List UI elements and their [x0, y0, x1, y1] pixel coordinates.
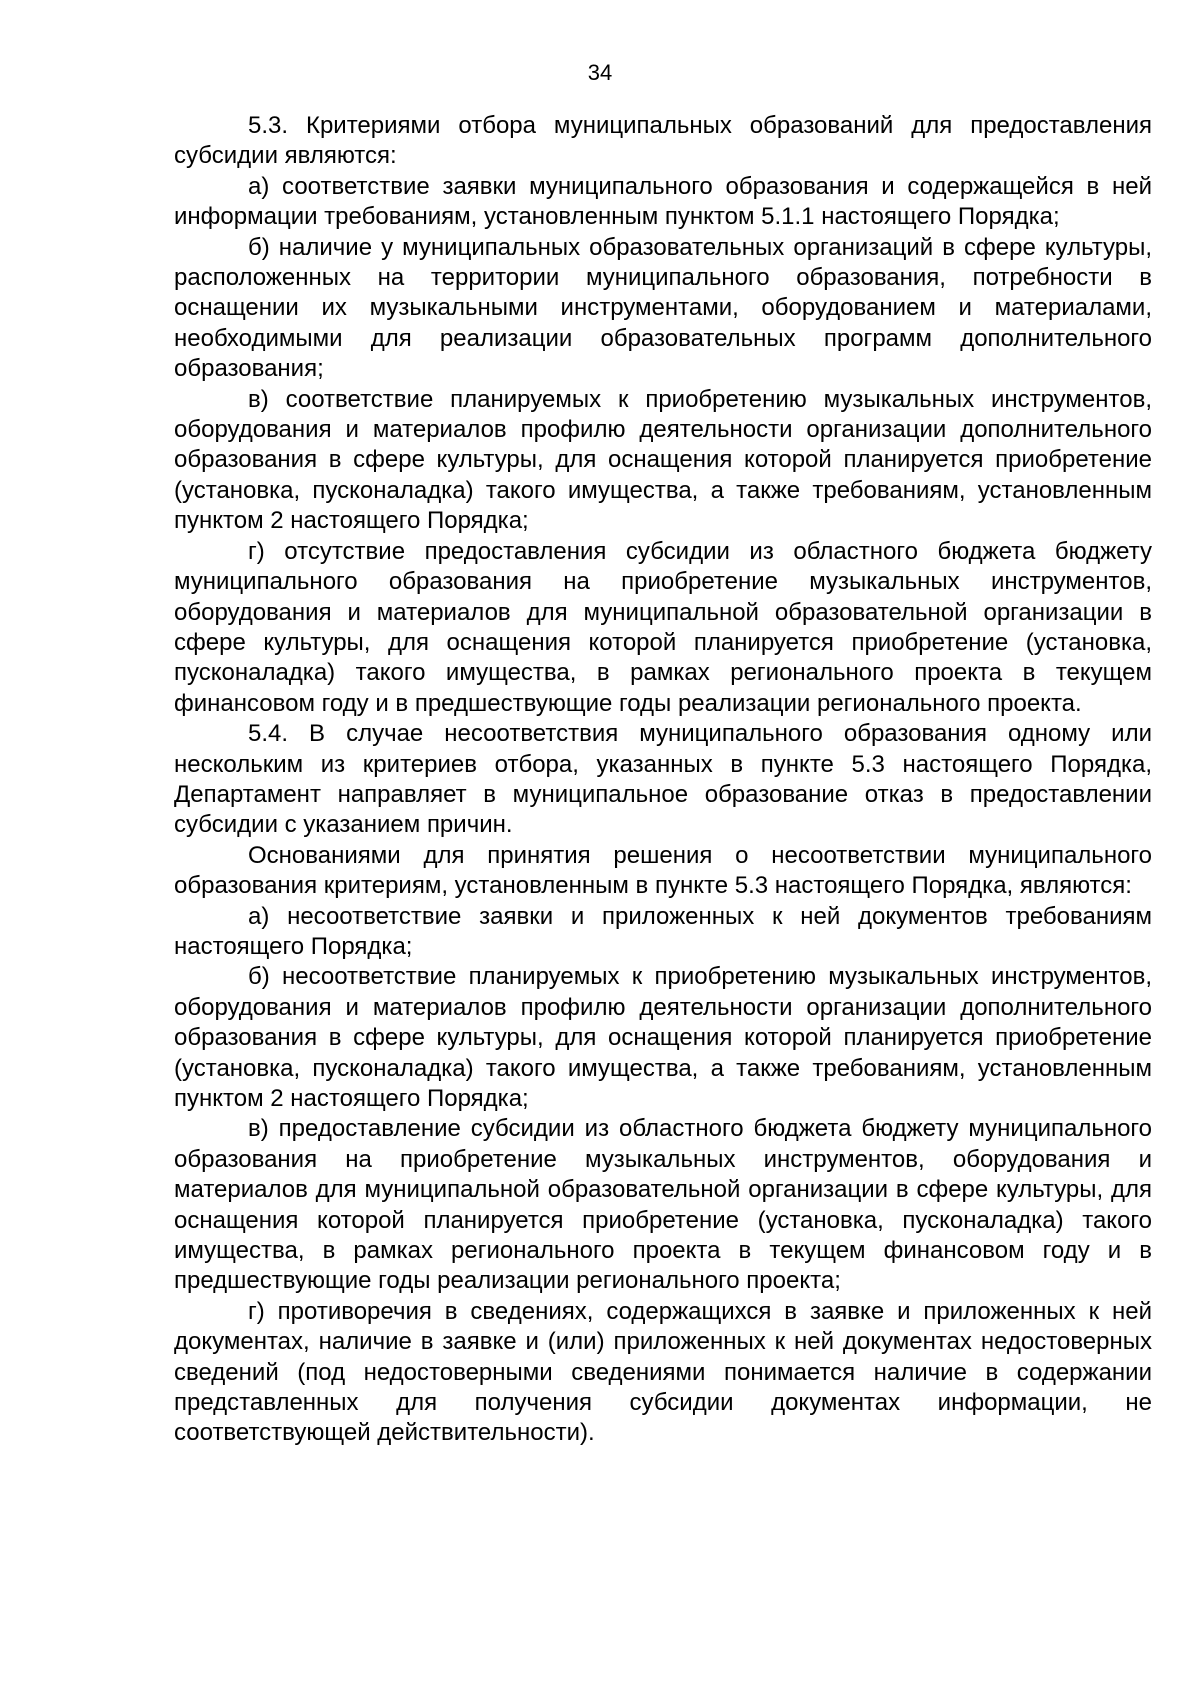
document-body	[174, 111, 1152, 1449]
paragraph-5-3-v: в) соответствие планируемых к приобретению музыкальных инструментов, оборудования и материалов профилю деятельности организации дополнительного образования в сфере культуры, для оснащения которой планируется приобретение (установка, пусконаладка) такого имущества, а также требованиям, установленным пунктом 2 настоящего Порядка;	[174, 385, 1152, 535]
paragraph-5-3-g: г) отсутствие предоставления субсидии из областного бюджета бюджету муниципального образования на приобретение музыкальных инструментов, оборудования и материалов для муниципальной образовательной организации в сфере культуры, для оснащения которой планируется приобретение (установка, пусконаладка) такого имущества, в рамках регионального проекта в текущем финансовом году и в предшествующие годы реализации регионального проекта.	[174, 537, 1152, 717]
paragraph-grounds-v: в) предоставление субсидии из областного бюджета бюджету муниципального образования на приобретение музыкальных инструментов, оборудования и материалов для муниципальной образовательной организации в сфере культуры, для оснащения которой планируется приобретение (установка, пусконаладка) такого имущества, в рамках регионального проекта в текущем финансовом году и в предшествующие годы реализации регионального проекта;	[174, 1115, 1152, 1295]
paragraph-grounds-a: а) несоответствие заявки и приложенных к ней документов требованиям настоящего Порядка;	[174, 902, 1152, 960]
paragraph-grounds-b: б) несоответствие планируемых к приобретению музыкальных инструментов, оборудования и материалов профилю деятельности организации дополнительного образования в сфере культуры, для оснащения которой планируется приобретение (установка, пусконаладка) такого имущества, а также требованиям, установленным пунктом 2 настоящего Порядка;	[174, 963, 1152, 1112]
page-number: 34	[587, 60, 613, 85]
paragraph-grounds: Основаниями для принятия решения о несоответствии муниципального образования критериям, установленным в пункте 5.3 настоящего Порядка, являются:	[174, 841, 1152, 900]
paragraph-5-3-b: б) наличие у муниципальных образовательных организаций в сфере культуры, расположенных на территории муниципального образования, потребности в оснащении их музыкальными инструментами, оборудованием и материалами, необходимыми для реализации образовательных программ дополнительного образования;	[174, 233, 1152, 383]
paragraph-grounds-g: г) противоречия в сведениях, содержащихся в заявке и приложенных к ней документах, наличие в заявке и (или) приложенных к ней документах недостоверных сведений (под недостоверными сведениями понимается наличие в содержании представленных для получения субсидии документах информации, не соответствующей действительности).	[174, 1297, 1152, 1447]
paragraph-5-4: 5.4. В случае несоответствия муниципального образования одному или нескольким из критериев отбора, указанных в пункте 5.3 настоящего Порядка, Департамент направляет в муниципальное образование отказ в предоставлении субсидии с указанием причин.	[174, 720, 1152, 839]
paragraph-5-3-a: а) соответствие заявки муниципального образования и содержащейся в ней информации требованиям, установленным пунктом 5.1.1 настоящего Порядка;	[174, 172, 1152, 231]
paragraph-5-3-criteria: 5.3. Критериями отбора муниципальных образований для предоставления субсидии являются:	[174, 112, 1152, 170]
